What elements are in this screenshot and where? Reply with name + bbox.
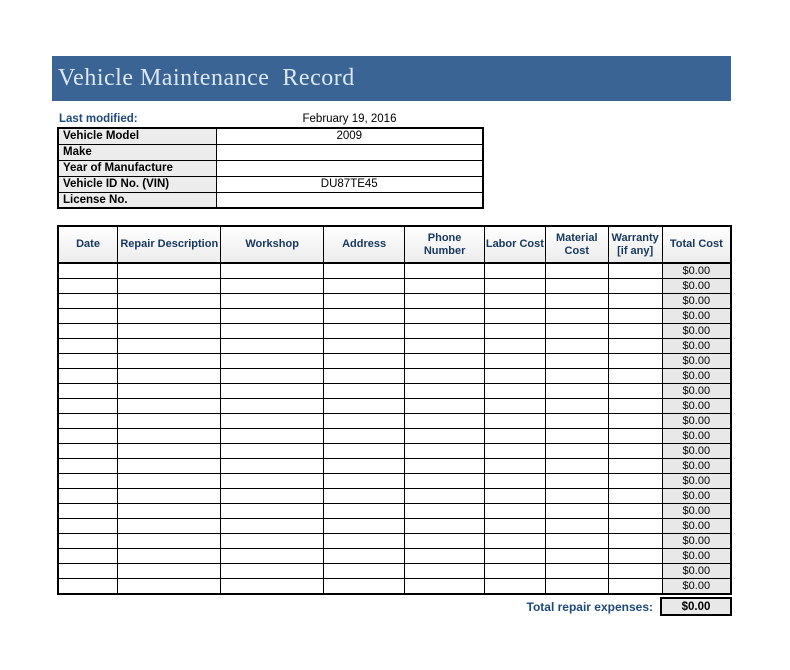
total-cost-cell[interactable]: $0.00	[662, 504, 731, 519]
warranty-cell[interactable]	[608, 324, 662, 339]
repair-description-cell[interactable]	[118, 369, 221, 384]
vin-field[interactable]: DU87TE45	[216, 176, 483, 192]
workshop-cell[interactable]	[221, 579, 323, 595]
total-cost-cell[interactable]: $0.00	[662, 564, 731, 579]
material-cost-cell[interactable]	[545, 489, 608, 504]
column-header-warranty: Warranty [if any]	[608, 226, 662, 263]
date-cell[interactable]	[58, 339, 118, 354]
repair-description-cell[interactable]	[118, 459, 221, 474]
column-header-address: Address	[323, 226, 405, 263]
material-cost-cell[interactable]	[545, 564, 608, 579]
workshop-cell[interactable]	[221, 294, 323, 309]
repair-description-cell[interactable]	[118, 399, 221, 414]
warranty-cell[interactable]	[608, 444, 662, 459]
phone-number-cell[interactable]	[405, 414, 485, 429]
total-repair-expenses-value[interactable]: $0.00	[660, 597, 732, 616]
date-cell[interactable]	[58, 384, 118, 399]
address-cell[interactable]	[323, 534, 405, 549]
workshop-cell[interactable]	[221, 474, 323, 489]
labor-cost-cell[interactable]	[484, 384, 545, 399]
last-modified-row	[57, 111, 484, 127]
workshop-cell[interactable]	[221, 429, 323, 444]
date-cell[interactable]	[58, 294, 118, 309]
material-cost-cell[interactable]	[545, 263, 608, 279]
labor-cost-cell[interactable]	[484, 474, 545, 489]
warranty-cell[interactable]	[608, 474, 662, 489]
warranty-cell[interactable]	[608, 564, 662, 579]
phone-number-cell[interactable]	[405, 294, 485, 309]
phone-number-cell[interactable]	[405, 384, 485, 399]
address-cell[interactable]	[323, 549, 405, 564]
workshop-cell[interactable]	[221, 504, 323, 519]
warranty-cell[interactable]	[608, 399, 662, 414]
year-of-manufacture-label: Year of Manufacture	[58, 160, 216, 176]
repair-description-cell[interactable]	[118, 444, 221, 459]
workshop-cell[interactable]	[221, 369, 323, 384]
table-row	[58, 549, 731, 564]
total-cost-cell[interactable]: $0.00	[662, 369, 731, 384]
table-row	[58, 519, 731, 534]
total-cost-cell[interactable]: $0.00	[662, 384, 731, 399]
vehicle-info-table	[57, 127, 484, 209]
warranty-cell[interactable]	[608, 429, 662, 444]
material-cost-cell[interactable]	[545, 279, 608, 294]
repair-description-cell[interactable]	[118, 579, 221, 595]
table-header-row	[58, 226, 731, 263]
total-cost-cell[interactable]: $0.00	[662, 534, 731, 549]
address-cell[interactable]	[323, 309, 405, 324]
labor-cost-cell[interactable]	[484, 534, 545, 549]
make-field[interactable]	[216, 144, 483, 160]
date-cell[interactable]	[58, 263, 118, 279]
phone-number-cell[interactable]	[405, 429, 485, 444]
date-cell[interactable]	[58, 429, 118, 444]
warranty-cell[interactable]	[608, 354, 662, 369]
warranty-cell[interactable]	[608, 384, 662, 399]
workshop-cell[interactable]	[221, 384, 323, 399]
warranty-cell[interactable]	[608, 579, 662, 595]
repair-description-cell[interactable]	[118, 279, 221, 294]
table-row	[58, 579, 731, 595]
labor-cost-cell[interactable]	[484, 489, 545, 504]
phone-number-cell[interactable]	[405, 579, 485, 595]
table-row	[58, 399, 731, 414]
phone-number-cell[interactable]	[405, 534, 485, 549]
total-cost-cell[interactable]: $0.00	[662, 324, 731, 339]
date-cell[interactable]	[58, 474, 118, 489]
workshop-cell[interactable]	[221, 414, 323, 429]
workshop-cell[interactable]	[221, 519, 323, 534]
labor-cost-cell[interactable]	[484, 354, 545, 369]
warranty-cell[interactable]	[608, 309, 662, 324]
repair-description-cell[interactable]	[118, 519, 221, 534]
address-cell[interactable]	[323, 459, 405, 474]
repair-description-cell[interactable]	[118, 354, 221, 369]
total-cost-cell[interactable]: $0.00	[662, 579, 731, 595]
labor-cost-cell[interactable]	[484, 519, 545, 534]
material-cost-cell[interactable]	[545, 519, 608, 534]
date-cell[interactable]	[58, 489, 118, 504]
total-cost-cell[interactable]: $0.00	[662, 309, 731, 324]
address-cell[interactable]	[323, 279, 405, 294]
address-cell[interactable]	[323, 519, 405, 534]
workshop-cell[interactable]	[221, 263, 323, 279]
repair-description-cell[interactable]	[118, 534, 221, 549]
date-cell[interactable]	[58, 564, 118, 579]
workshop-cell[interactable]	[221, 564, 323, 579]
date-cell[interactable]	[58, 504, 118, 519]
title-banner	[52, 56, 731, 101]
date-cell[interactable]	[58, 444, 118, 459]
address-cell[interactable]	[323, 444, 405, 459]
material-cost-cell[interactable]	[545, 429, 608, 444]
address-cell[interactable]	[323, 369, 405, 384]
table-row	[58, 564, 731, 579]
material-cost-cell[interactable]	[545, 309, 608, 324]
date-cell[interactable]	[58, 414, 118, 429]
address-cell[interactable]	[323, 504, 405, 519]
material-cost-cell[interactable]	[545, 459, 608, 474]
column-header-date: Date	[58, 226, 118, 263]
address-cell[interactable]	[323, 579, 405, 595]
workshop-cell[interactable]	[221, 309, 323, 324]
total-cost-cell[interactable]: $0.00	[662, 519, 731, 534]
material-cost-cell[interactable]	[545, 324, 608, 339]
labor-cost-cell[interactable]	[484, 414, 545, 429]
info-row-year-of-manufacture	[58, 160, 483, 176]
labor-cost-cell[interactable]	[484, 429, 545, 444]
date-cell[interactable]	[58, 279, 118, 294]
date-cell[interactable]	[58, 549, 118, 564]
table-row	[58, 429, 731, 444]
address-cell[interactable]	[323, 324, 405, 339]
total-cost-cell[interactable]: $0.00	[662, 444, 731, 459]
table-row	[58, 309, 731, 324]
total-cost-cell[interactable]: $0.00	[662, 263, 731, 279]
address-cell[interactable]	[323, 384, 405, 399]
workshop-cell[interactable]	[221, 339, 323, 354]
warranty-cell[interactable]	[608, 459, 662, 474]
warranty-cell[interactable]	[608, 414, 662, 429]
address-cell[interactable]	[323, 564, 405, 579]
address-cell[interactable]	[323, 474, 405, 489]
maintenance-table-body	[58, 263, 731, 594]
material-cost-cell[interactable]	[545, 414, 608, 429]
total-cost-cell[interactable]: $0.00	[662, 459, 731, 474]
table-row	[58, 474, 731, 489]
material-cost-cell[interactable]	[545, 534, 608, 549]
labor-cost-cell[interactable]	[484, 399, 545, 414]
table-row	[58, 324, 731, 339]
total-cost-cell[interactable]: $0.00	[662, 414, 731, 429]
repair-description-cell[interactable]	[118, 549, 221, 564]
workshop-cell[interactable]	[221, 324, 323, 339]
labor-cost-cell[interactable]	[484, 324, 545, 339]
phone-number-cell[interactable]	[405, 369, 485, 384]
phone-number-cell[interactable]	[405, 354, 485, 369]
total-cost-cell[interactable]: $0.00	[662, 294, 731, 309]
warranty-cell[interactable]	[608, 549, 662, 564]
material-cost-cell[interactable]	[545, 579, 608, 595]
column-header-total-cost: Total Cost	[662, 226, 731, 263]
footer-total-row	[57, 597, 732, 616]
column-header-repair-description: Repair Description	[118, 226, 221, 263]
address-cell[interactable]	[323, 294, 405, 309]
phone-number-cell[interactable]	[405, 474, 485, 489]
phone-number-cell[interactable]	[405, 399, 485, 414]
warranty-cell[interactable]	[608, 279, 662, 294]
workshop-cell[interactable]	[221, 444, 323, 459]
labor-cost-cell[interactable]	[484, 339, 545, 354]
total-cost-cell[interactable]: $0.00	[662, 429, 731, 444]
repair-description-cell[interactable]	[118, 324, 221, 339]
warranty-cell[interactable]	[608, 489, 662, 504]
table-row	[58, 369, 731, 384]
date-cell[interactable]	[58, 579, 118, 595]
column-header-labor-cost: Labor Cost	[484, 226, 545, 263]
labor-cost-cell[interactable]	[484, 549, 545, 564]
info-row-license-no	[58, 192, 483, 208]
year-of-manufacture-field[interactable]	[216, 160, 483, 176]
material-cost-cell[interactable]	[545, 339, 608, 354]
info-row-make	[58, 144, 483, 160]
labor-cost-cell[interactable]	[484, 444, 545, 459]
column-header-material-cost: Material Cost	[545, 226, 608, 263]
table-row	[58, 534, 731, 549]
date-cell[interactable]	[58, 459, 118, 474]
address-cell[interactable]	[323, 399, 405, 414]
warranty-cell[interactable]	[608, 294, 662, 309]
repair-description-cell[interactable]	[118, 489, 221, 504]
maintenance-log-table	[57, 225, 732, 595]
license-no-field[interactable]	[216, 192, 483, 208]
repair-description-cell[interactable]	[118, 474, 221, 489]
date-cell[interactable]	[58, 399, 118, 414]
column-header-workshop: Workshop	[221, 226, 323, 263]
material-cost-cell[interactable]	[545, 369, 608, 384]
labor-cost-cell[interactable]	[484, 309, 545, 324]
workshop-cell[interactable]	[221, 459, 323, 474]
phone-number-cell[interactable]	[405, 459, 485, 474]
phone-number-cell[interactable]	[405, 339, 485, 354]
workshop-cell[interactable]	[221, 354, 323, 369]
date-cell[interactable]	[58, 534, 118, 549]
warranty-cell[interactable]	[608, 263, 662, 279]
material-cost-cell[interactable]	[545, 399, 608, 414]
table-row	[58, 489, 731, 504]
repair-description-cell[interactable]	[118, 564, 221, 579]
warranty-cell[interactable]	[608, 369, 662, 384]
address-cell[interactable]	[323, 489, 405, 504]
address-cell[interactable]	[323, 263, 405, 279]
date-cell[interactable]	[58, 324, 118, 339]
license-no-label: License No.	[58, 192, 216, 208]
total-cost-cell[interactable]: $0.00	[662, 279, 731, 294]
table-row	[58, 504, 731, 519]
workshop-cell[interactable]	[221, 549, 323, 564]
repair-description-cell[interactable]	[118, 339, 221, 354]
repair-description-cell[interactable]	[118, 294, 221, 309]
workshop-cell[interactable]	[221, 489, 323, 504]
phone-number-cell[interactable]	[405, 549, 485, 564]
vehicle-model-field[interactable]: 2009	[216, 128, 483, 144]
last-modified-label: Last modified:	[59, 113, 138, 125]
labor-cost-cell[interactable]	[484, 294, 545, 309]
phone-number-cell[interactable]	[405, 504, 485, 519]
warranty-cell[interactable]	[608, 504, 662, 519]
repair-description-cell[interactable]	[118, 429, 221, 444]
repair-description-cell[interactable]	[118, 263, 221, 279]
info-row-vin	[58, 176, 483, 192]
material-cost-cell[interactable]	[545, 474, 608, 489]
labor-cost-cell[interactable]	[484, 564, 545, 579]
phone-number-cell[interactable]	[405, 489, 485, 504]
table-row	[58, 414, 731, 429]
phone-number-cell[interactable]	[405, 263, 485, 279]
workshop-cell[interactable]	[221, 399, 323, 414]
repair-description-cell[interactable]	[118, 384, 221, 399]
warranty-cell[interactable]	[608, 339, 662, 354]
phone-number-cell[interactable]	[405, 324, 485, 339]
repair-description-cell[interactable]	[118, 414, 221, 429]
make-label: Make	[58, 144, 216, 160]
table-row	[58, 263, 731, 279]
warranty-cell[interactable]	[608, 534, 662, 549]
repair-description-cell[interactable]	[118, 504, 221, 519]
material-cost-cell[interactable]	[545, 504, 608, 519]
workshop-cell[interactable]	[221, 534, 323, 549]
vin-label: Vehicle ID No. (VIN)	[58, 176, 216, 192]
labor-cost-cell[interactable]	[484, 263, 545, 279]
address-cell[interactable]	[323, 354, 405, 369]
total-cost-cell[interactable]: $0.00	[662, 549, 731, 564]
workshop-cell[interactable]	[221, 279, 323, 294]
table-row	[58, 279, 731, 294]
table-row	[58, 354, 731, 369]
address-cell[interactable]	[323, 429, 405, 444]
material-cost-cell[interactable]	[545, 384, 608, 399]
date-cell[interactable]	[58, 309, 118, 324]
page-title: Vehicle Maintenance Record	[58, 65, 355, 91]
table-row	[58, 294, 731, 309]
total-cost-cell[interactable]: $0.00	[662, 354, 731, 369]
labor-cost-cell[interactable]	[484, 279, 545, 294]
table-row	[58, 384, 731, 399]
total-repair-expenses-label: Total repair expenses:	[526, 599, 653, 614]
labor-cost-cell[interactable]	[484, 504, 545, 519]
labor-cost-cell[interactable]	[484, 579, 545, 595]
total-cost-cell[interactable]: $0.00	[662, 474, 731, 489]
table-row	[58, 459, 731, 474]
table-row	[58, 444, 731, 459]
date-cell[interactable]	[58, 369, 118, 384]
address-cell[interactable]	[323, 339, 405, 354]
total-cost-cell[interactable]: $0.00	[662, 489, 731, 504]
material-cost-cell[interactable]	[545, 354, 608, 369]
material-cost-cell[interactable]	[545, 294, 608, 309]
material-cost-cell[interactable]	[545, 444, 608, 459]
total-cost-cell[interactable]: $0.00	[662, 399, 731, 414]
date-cell[interactable]	[58, 354, 118, 369]
labor-cost-cell[interactable]	[484, 369, 545, 384]
phone-number-cell[interactable]	[405, 279, 485, 294]
address-cell[interactable]	[323, 414, 405, 429]
warranty-cell[interactable]	[608, 519, 662, 534]
material-cost-cell[interactable]	[545, 549, 608, 564]
total-cost-cell[interactable]: $0.00	[662, 339, 731, 354]
table-row	[58, 339, 731, 354]
phone-number-cell[interactable]	[405, 519, 485, 534]
vehicle-model-label: Vehicle Model	[58, 128, 216, 144]
column-header-phone-number: Phone Number	[405, 226, 485, 263]
repair-description-cell[interactable]	[118, 309, 221, 324]
labor-cost-cell[interactable]	[484, 459, 545, 474]
vehicle-info-panel	[57, 111, 484, 209]
date-cell[interactable]	[58, 519, 118, 534]
phone-number-cell[interactable]	[405, 309, 485, 324]
phone-number-cell[interactable]	[405, 564, 485, 579]
info-row-vehicle-model	[58, 128, 483, 144]
last-modified-value: February 19, 2016	[302, 113, 397, 125]
phone-number-cell[interactable]	[405, 444, 485, 459]
